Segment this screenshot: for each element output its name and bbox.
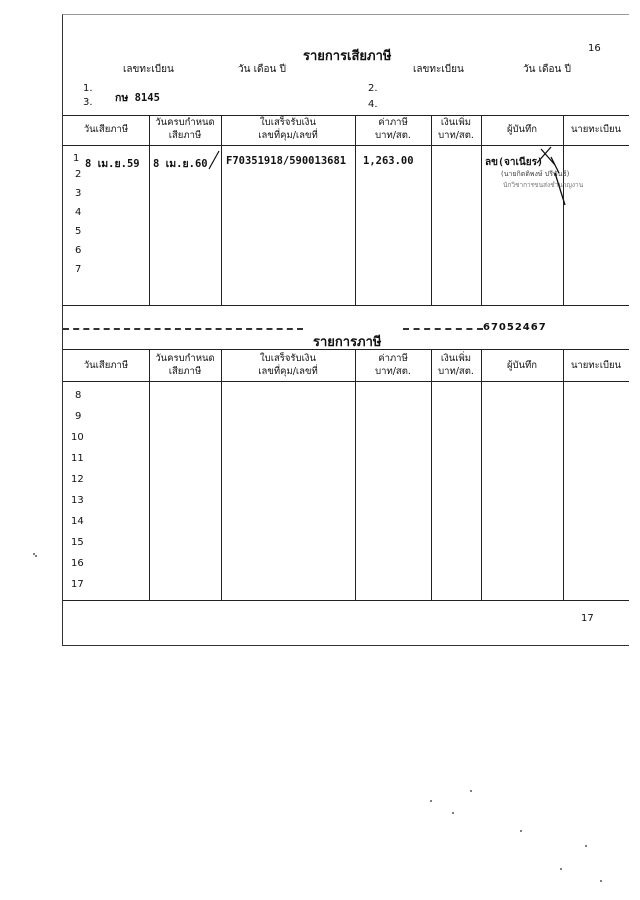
col-due-date-2: เสียภาษี	[168, 130, 202, 141]
reg-label-right: เลขทะเบียน	[413, 64, 464, 75]
col-extra-2: บาท/สต.	[438, 366, 474, 377]
col-registrar: นายทะเบียน	[570, 360, 622, 371]
reg-entry-num: 4.	[368, 99, 378, 110]
row-number: 11	[71, 453, 84, 464]
page-number-top: 16	[588, 43, 601, 54]
col-receipt: ใบเสร็จรับเงิน	[260, 117, 316, 128]
row-number: 12	[71, 474, 84, 485]
row-number: 8	[75, 390, 82, 401]
slash-mark-icon	[207, 149, 221, 171]
col-receipt-2: เลขที่คุม/เลขที่	[258, 366, 318, 377]
row-number: 4	[75, 207, 82, 218]
row-number: 15	[71, 537, 84, 548]
col-tax: ค่าภาษี	[378, 117, 408, 128]
row-number: 7	[75, 264, 82, 275]
col-recorder: ผู้บันทึก	[506, 360, 538, 371]
row-number: 1	[73, 153, 80, 164]
reg-entry-num: 1.	[83, 83, 93, 94]
date-label-left: วัน เดือน ปี	[238, 64, 286, 75]
row-number: 13	[71, 495, 84, 506]
col-paid-date: วันเสียภาษี	[83, 360, 129, 371]
due-date-value: 8 เม.ย.60	[153, 158, 208, 170]
section1-title: รายการเสียภาษี	[303, 49, 392, 64]
cut-line	[403, 328, 483, 330]
row-number: 5	[75, 226, 82, 237]
scan-speck	[35, 555, 37, 557]
scan-speck	[520, 830, 522, 832]
col-extra: เงินเพิ่ม	[440, 117, 472, 128]
col-tax-2: บาท/สต.	[375, 130, 411, 141]
date-label-right: วัน เดือน ปี	[523, 64, 571, 75]
recorder-note: (นายกิตติพงษ์ ปรีพันธ์)	[501, 170, 570, 178]
row-number: 16	[71, 558, 84, 569]
col-tax: ค่าภาษี	[378, 353, 408, 364]
row-number: 17	[71, 579, 84, 590]
reg-label-left: เลขทะเบียน	[123, 64, 174, 75]
row-number: 9	[75, 411, 82, 422]
receipt-value: F70351918/590013681	[226, 155, 347, 167]
stray-number: 67052467	[483, 322, 547, 333]
paid-date-value: 8 เม.ย.59	[85, 158, 140, 170]
scan-speck	[470, 790, 472, 792]
row-number: 2	[75, 169, 82, 180]
col-paid-date: วันเสียภาษี	[83, 124, 129, 135]
col-recorder: ผู้บันทึก	[506, 124, 538, 135]
scan-speck	[600, 880, 602, 882]
row-number: 6	[75, 245, 82, 256]
col-due-date: วันครบกำหนด	[155, 117, 215, 128]
tax-value: 1,263.00	[363, 155, 414, 167]
col-receipt: ใบเสร็จรับเงิน	[260, 353, 316, 364]
col-due-date: วันครบกำหนด	[155, 353, 215, 364]
col-tax-2: บาท/สต.	[375, 366, 411, 377]
row-number: 3	[75, 188, 82, 199]
page-number-bottom: 17	[581, 613, 594, 624]
scan-speck	[430, 800, 432, 802]
col-receipt-2: เลขที่คุม/เลขที่	[258, 130, 318, 141]
scan-speck	[585, 845, 587, 847]
cut-line	[63, 328, 303, 330]
col-due-date-2: เสียภาษี	[168, 366, 202, 377]
section2-title: รายการภาษี	[313, 335, 382, 350]
reg-entry-num: 2.	[368, 83, 378, 94]
signature-mark-icon	[531, 133, 567, 207]
scan-speck	[452, 812, 454, 814]
scan-speck	[560, 868, 562, 870]
col-extra-2: บาท/สต.	[438, 130, 474, 141]
col-extra: เงินเพิ่ม	[440, 353, 472, 364]
tax-record-sheet	[62, 14, 629, 646]
reg-entry-value: กษ 8145	[115, 92, 160, 104]
row-number: 10	[71, 432, 84, 443]
recorder-title: นักวิชาการขนส่งชำนาญงาน	[503, 181, 584, 189]
col-registrar: นายทะเบียน	[570, 124, 622, 135]
recorder-value: ลข(จาเนียร)	[485, 157, 543, 168]
row-number: 14	[71, 516, 84, 527]
reg-entry-num: 3.	[83, 97, 93, 108]
